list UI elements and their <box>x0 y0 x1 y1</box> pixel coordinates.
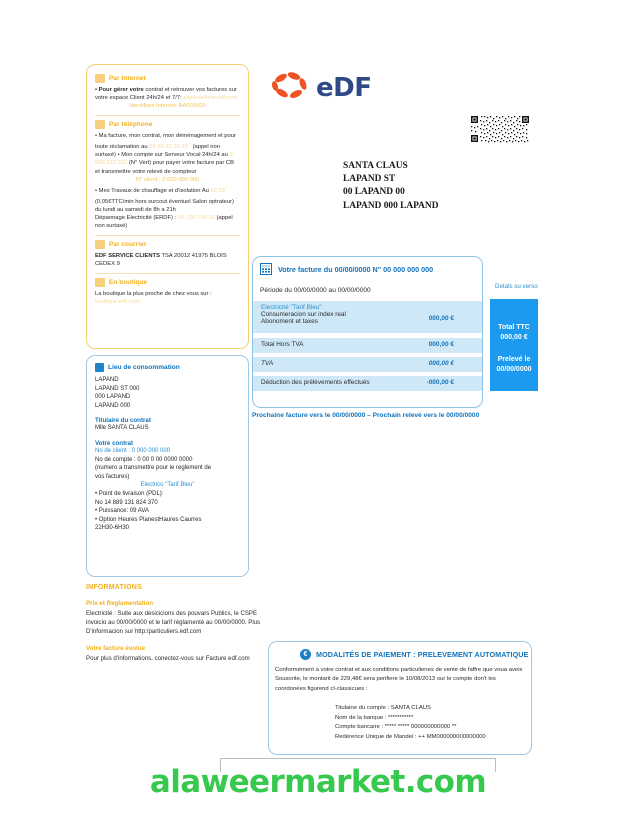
titulaire-heading: Titulaire du contrat <box>95 417 151 425</box>
depannage-label: Dépannage Electricité (ERDF) : <box>95 214 177 221</box>
contract-account-note2: vos factures) <box>95 473 130 480</box>
tel-line5-post: (0,05€TTC/min hors surcout éventuel Salon optrateur) <box>95 198 234 205</box>
recipient-address <box>343 160 438 213</box>
payment-modalities-panel <box>268 641 532 755</box>
row-electricity-amount: 000,00 € <box>428 315 454 322</box>
bank-line: Nom de la banque : *********** <box>335 714 414 721</box>
payment-title: MODALITÉS DE PAIEMENT : PRELEVEMENT AUTOMATIQUE <box>316 650 529 659</box>
address-line: LAPAND <box>95 377 119 383</box>
tel-sup-2: ** <box>225 184 229 190</box>
internet-line1-rest: contrat et retrouver vos factures sur votre espace Client 24h/24 et 7/7: <box>95 87 237 102</box>
contract-power: • Puissance: 09 AVA <box>95 508 149 515</box>
contract-account-note: (numero a transmettre pour le reglement de <box>95 465 212 472</box>
consumption-address <box>95 376 240 410</box>
invoice-title: Votre facture du 00/00/0000 N" 00 000 000 000 <box>278 264 434 274</box>
qr-code-icon <box>469 114 531 144</box>
votre-contrat-heading: Votre contrat <box>95 439 134 447</box>
tel-line3-pre: • Mon compte sur Serveur Vocal 24h/24 au <box>117 152 230 159</box>
boutique-text: La boutique la plus proche de chez vous sur : <box>95 291 212 298</box>
prelevement-group <box>490 355 538 374</box>
edf-logo <box>272 70 372 106</box>
contract-tariff: Electrico "Tarif Bleu" <box>140 482 195 489</box>
contract-option: • Option Heures PlanestHaures Caurres <box>95 516 202 523</box>
calculator-icon <box>260 263 272 275</box>
invoice-row-electricity <box>253 301 482 333</box>
en-boutique-body <box>95 290 240 306</box>
par-telephone-header <box>95 120 240 129</box>
address-line: LAPAND ST 000 <box>95 385 140 392</box>
row-total-ht-label: Total Hors TVA <box>261 341 304 348</box>
tel-line3-post: (N° Vert) pour payer votre facture par CB et transmettre votre relevé de compteur <box>95 160 234 175</box>
address-line: 000 LAPAND <box>95 394 131 401</box>
client-number: N° client : 0 000 000 000 <box>135 176 200 183</box>
edf-flower-icon <box>272 70 314 104</box>
tel-sup-1: ** <box>187 141 191 147</box>
bank-details <box>335 704 531 742</box>
par-internet-header <box>95 74 240 83</box>
bank-line: Titulaine du comple : SANTA CLAUS <box>335 705 431 711</box>
contact-info-card <box>86 64 249 349</box>
internet-identifier: Identifiant Internet: AA000000 <box>129 103 206 110</box>
total-ttc-label: Total TTC <box>498 324 530 331</box>
recipient-line: LAPAND 000 LAPAND <box>343 200 439 211</box>
row-consumption-label: Consumeracion sur index real <box>261 311 346 318</box>
depannage-post: (appel non surtaxé) <box>95 214 233 229</box>
tel-number-main[interactable]: 09 69 32 15 15 <box>149 144 188 151</box>
row-deduction-amount: -000,00 € <box>426 379 454 386</box>
lieu-consommation-header <box>95 363 240 372</box>
divider <box>95 235 240 236</box>
row-deduction-label: Déduction des prélèvements effectués <box>261 379 370 386</box>
par-telephone-label: Par téléphone <box>109 121 153 129</box>
titulaire-name: Mlle SANTA CLAUS <box>95 425 149 432</box>
en-boutique-header <box>95 278 240 287</box>
divider <box>95 115 240 116</box>
row-total-ht-amount: 000,00 € <box>428 341 454 348</box>
invoice-row-deduction <box>253 376 482 391</box>
prelevement-label: Prelevé le <box>497 356 531 363</box>
row-tva-label: TVA <box>261 360 274 367</box>
pdl-value: No 14 889 131 824 370 <box>95 499 158 506</box>
details-verso-link[interactable]: Detals su verso <box>495 283 538 290</box>
courrier-tsa: TSA 20012 <box>159 253 191 260</box>
internet-line1-bold: • Pour gérer votre <box>95 87 144 93</box>
payment-header <box>300 649 528 660</box>
contract-details <box>95 447 240 533</box>
tel-number-travaux[interactable]: 32 29 <box>210 187 226 194</box>
prelevement-date: 00/00/0000 <box>496 365 532 373</box>
invoice-period: Période du 00/00/0000 au 00/00/0000 <box>260 287 371 294</box>
euro-circle-icon <box>300 649 311 660</box>
par-courrier-label: Par courrier <box>109 241 147 249</box>
monitor-icon <box>95 74 105 83</box>
contract-option-hours: 22H30-6H30 <box>95 525 130 532</box>
par-internet-body <box>95 86 240 110</box>
total-ttc-box <box>490 299 538 391</box>
invoice-row-tva <box>253 357 482 372</box>
address-line: LAPAND 000 <box>95 402 131 409</box>
par-internet-label: Par Internet <box>109 75 146 82</box>
facture-evolue-heading: Votre facture évolue <box>86 645 146 652</box>
hours-sup: ** <box>235 195 239 201</box>
tel-hours: du lundi au samedi de 8h a 21h <box>95 206 176 213</box>
boutique-url[interactable]: boutique.edf.com <box>95 299 140 306</box>
pdl-label: • Point de livraison (PDL): <box>95 490 164 497</box>
total-ttc-value: 000,00 € <box>500 333 528 341</box>
envelope-icon <box>95 240 105 249</box>
courrier-city: 41975 BLOIS CEDEX 9 <box>95 253 227 268</box>
tel-line4: • Mes Travaux de chauffage et d'isolation <box>95 187 201 194</box>
edf-service-clients: EDF SERVICE CLIENTS <box>95 253 160 260</box>
facture-evolue-text: Pour plus d'informations, conectez-vous sur Facture edf.com <box>86 655 250 662</box>
divider <box>95 273 240 274</box>
invoice-header <box>260 263 433 275</box>
informations-heading: INFORMATIONS <box>86 584 142 591</box>
espace-client-url[interactable]: espaceclient.edf.com <box>183 95 238 102</box>
home-icon <box>95 363 104 372</box>
bank-line: Redérence Unique de Mandei : ++ MM000000000000000 <box>335 733 486 740</box>
tel-line2-post: (appel non surtaxé) <box>95 144 220 159</box>
prix-reglementation-text: Electricité : Suite aux desicicions des pouvars Publics, le CSPE invoicio au 00/00/0000 et le tarif réglamenté au 00/00/0000. Plus D'informacion sur http:/particuliers.edf.com <box>86 610 261 635</box>
consumption-location-card <box>86 355 249 577</box>
total-ttc-group <box>490 323 538 342</box>
qr-code <box>469 114 531 144</box>
lieu-consommation-label: Lieu de consommation <box>108 364 180 371</box>
par-courrier-header <box>95 240 240 249</box>
row-tva-amount: 000,00 € <box>428 360 454 367</box>
tel-number-vocal[interactable]: 0 800 123 333 <box>95 152 233 167</box>
bank-line: Compte bancaire : ***** ***** 000000000000 ** <box>335 724 457 731</box>
tel-line2-pre: au <box>141 144 150 151</box>
informations-section <box>86 584 261 663</box>
recipient-line: SANTA CLAUS <box>343 161 408 171</box>
contract-account-no: No de compte : 0 00 0 00 0000 0000 <box>95 456 193 463</box>
recipient-line: LAPAND ST <box>343 174 396 185</box>
payment-body-text: Conformément a votre contrat et aux conditions particulienes de vente de faffre que voua aveix Sousorite, le montarit de 229,48€ sera perifiere le 10/08/2013 our le compte don't les coordonées figurend cI-classicues : <box>275 667 523 692</box>
tel-line1: • Ma facture, mon contrat, mon déménagement et pour toute réclamation <box>95 133 236 151</box>
invoice-summary-panel <box>252 256 538 419</box>
phone-icon <box>95 120 105 129</box>
par-courrier-body <box>95 252 240 268</box>
en-boutique-label: En boutique <box>109 279 148 287</box>
row-subscription-label: Abonoment et taxes <box>261 318 318 325</box>
row-tariff-label: Electricité "Tarif Bleu" <box>261 304 322 311</box>
watermark-text: alaweermarket.com <box>149 764 487 800</box>
par-telephone-body <box>95 132 240 230</box>
edf-wordmark: eDF <box>316 73 372 103</box>
contract-client-no: No de client : 0 000 000 000 <box>95 447 171 454</box>
prix-reglementation-heading: Prix et Reglamentation <box>86 600 154 607</box>
next-invoice-note: Prochaine facture vers le 00/00/0000 – Prochain relevé vers le 00/00/0000 <box>252 412 480 419</box>
invoice-row-total-ht <box>253 338 482 353</box>
tel-line5-pre: Au <box>201 187 211 194</box>
shop-icon <box>95 278 105 287</box>
depannage-number[interactable]: 09 726 750 16 <box>177 214 215 221</box>
recipient-line: 00 LAPAND 00 <box>343 187 405 198</box>
